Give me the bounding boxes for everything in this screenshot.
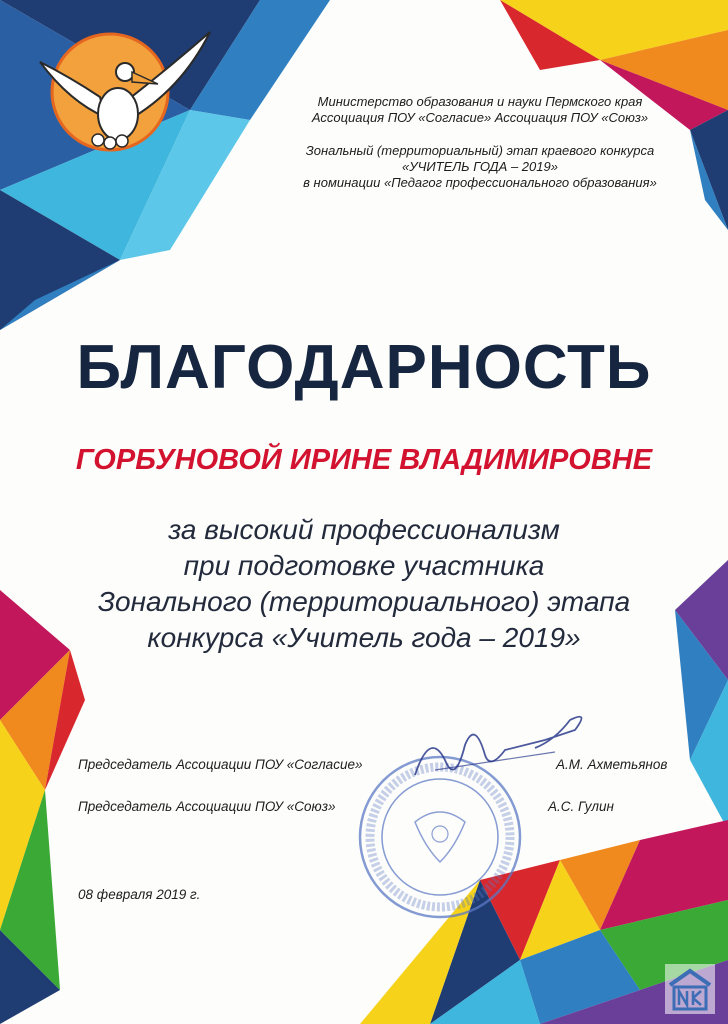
nomination-line: в номинации «Педагог профессионального образования»	[303, 175, 657, 190]
signatory-position-2: Председатель Ассоциации ПОУ «Союз»	[78, 799, 336, 814]
signatory-name-2: А.С. Гулин	[548, 799, 614, 814]
nk-house-logo-icon	[664, 963, 716, 1015]
reason-line: при подготовке участника	[183, 550, 545, 581]
pelican-emblem-icon	[30, 22, 215, 157]
ministry-line: Министерство образования и науки Пермского края	[317, 94, 643, 109]
certificate-title: БЛАГОДАРНОСТЬ	[76, 333, 652, 402]
recipient-name: ГОРБУНОВОЙ ИРИНЕ ВЛАДИМИРОВНЕ	[75, 444, 653, 476]
contest-name-line: «УЧИТЕЛЬ ГОДА – 2019»	[402, 159, 558, 174]
handwritten-signature	[395, 700, 595, 790]
signatory-name-1: А.М. Ахметьянов	[556, 757, 668, 772]
reason-line: конкурса «Учитель года – 2019»	[147, 622, 581, 653]
signatory-position-1: Председатель Ассоциации ПОУ «Согласие»	[78, 757, 363, 772]
reason-line: Зонального (территориального) этапа	[97, 586, 631, 617]
reason-line: за высокий профессионализм	[168, 514, 560, 545]
issue-date: 08 февраля 2019 г.	[78, 887, 201, 902]
contest-stage-line: Зональный (территориальный) этап краевого конкурса	[305, 143, 655, 158]
associations-line: Ассоциация ПОУ «Согласие» Ассоциация ПОУ «Союз»	[311, 110, 649, 125]
